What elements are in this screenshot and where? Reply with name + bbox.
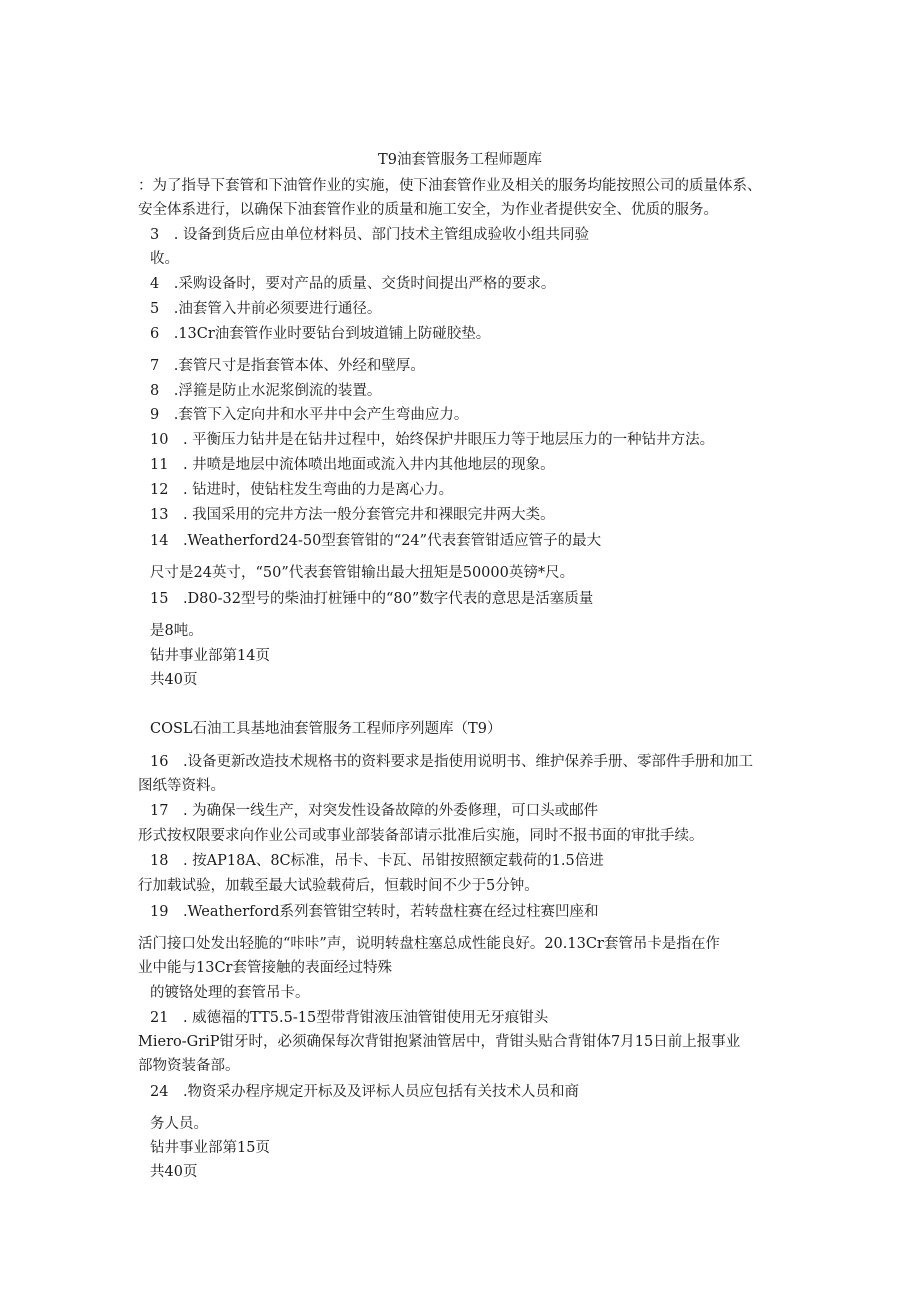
question-16: 16 .设备更新改造技术规格书的资料要求是指使用说明书、维护保养手册、零部件手册和加工 (150, 754, 754, 770)
page-footer-dept: 钻井事业部第15页 (150, 1140, 270, 1156)
question-7: 7 .套管尺寸是指套管本体、外经和壁厚。 (150, 358, 425, 374)
question-21-cont: 部物资装备部。 (138, 1058, 240, 1074)
question-14: 14 .Weatherford24-50型套管钳的“24”代表套管钳适应管子的最大 (150, 533, 602, 549)
question-4: 4 .采购设备时，要对产品的质量、交货时间提出严格的要求。 (150, 276, 556, 292)
question-10: 10 . 平衡压力钻井是在钻井过程中，始终保护井眼压力等于地层压力的一种钻井方法。 (150, 432, 715, 448)
question-21: 21 . 威德福的TT5.5-15型带背钳液压油管钳使用无牙痕钳头 (150, 1010, 549, 1026)
page-footer-total: 共40页 (150, 672, 198, 688)
question-6: 6 .13Cr油套管作业时要钻台到坡道铺上防碰胶垫。 (150, 326, 491, 342)
question-18: 18 . 按AP18A、8C标准，吊卡、卡瓦、吊钳按照额定载荷的1.5倍进 (150, 853, 604, 869)
question-12: 12 . 钻进时，使钻柱发生弯曲的力是离心力。 (150, 482, 454, 498)
question-13: 13 . 我国采用的完井方法一般分套管完井和裸眼完井两大类。 (150, 507, 555, 523)
question-11: 11 . 井喷是地层中流体喷出地面或流入井内其他地层的现象。 (150, 457, 555, 473)
question-21-cont: Miero-GriP钳牙时，必须确保每次背钳抱紧油管居中，背钳头贴合背钳体7月15日前上报事业 (138, 1034, 741, 1050)
question-3: 3 . 设备到货后应由单位材料员、部门技术主管组成验收小组共同验 (150, 227, 589, 243)
question-19: 19 .Weatherford系列套管钳空转时，若转盘柱赛在经过柱赛凹座和 (150, 904, 599, 920)
question-3-cont: 收。 (150, 251, 179, 267)
question-24: 24 .物资采办程序规定开标及及评标人员应包括有关技术人员和商 (150, 1084, 580, 1100)
question-24-cont: 务人员。 (150, 1116, 208, 1132)
question-19-cont: 活门接口处发出轻脆的“咔咔”声，说明转盘柱塞总成性能良好。20.13Cr套管吊卡是指在作 (138, 936, 720, 952)
question-8: 8 .浮箍是防止水泥浆倒流的装置。 (150, 383, 382, 399)
page-title: T9油套管服务工程师题库 (378, 152, 542, 168)
question-19-cont: 业中能与13Cr套管接触的表面经过特殊 (138, 960, 392, 976)
page-footer-dept: 钻井事业部第14页 (150, 648, 270, 664)
page-footer-total: 共40页 (150, 1164, 198, 1180)
question-15-cont: 是8吨。 (150, 623, 203, 639)
question-17-cont: 形式按权限要求向作业公司或事业部装备部请示批准后实施，同时不报书面的审批手续。 (138, 828, 704, 844)
question-17: 17 . 为确保一线生产，对突发性设备故障的外委修理，可口头或邮件 (150, 803, 599, 819)
question-16-cont: 图纸等资料。 (138, 778, 225, 794)
section-title: COSL石油工具基地油套管服务工程师序列题库（T9） (150, 721, 502, 737)
question-18-cont: 行加载试验，加载至最大试验载荷后，恒载时间不少于5分钟。 (138, 878, 539, 894)
question-15: 15 .D80-32型号的柴油打桩锤中的“80”数字代表的意思是活塞质量 (150, 591, 594, 607)
question-5: 5 .油套管入井前必须要进行通径。 (150, 301, 382, 317)
question-19-cont: 的镀铬处理的套管吊卡。 (150, 985, 310, 1001)
intro-line: 安全体系进行，以确保下油套管作业的质量和施工安全，为作业者提供安全、优质的服务。 (138, 202, 718, 218)
question-14-cont: 尺寸是24英寸，“50”代表套管钳输出最大扭矩是50000英镑*尺。 (150, 565, 575, 581)
intro-line: ：为了指导下套管和下油管作业的实施，使下油套管作业及相关的服务均能按照公司的质量体系、 (138, 178, 762, 194)
question-9: 9 .套管下入定向井和水平井中会产生弯曲应力。 (150, 407, 469, 423)
